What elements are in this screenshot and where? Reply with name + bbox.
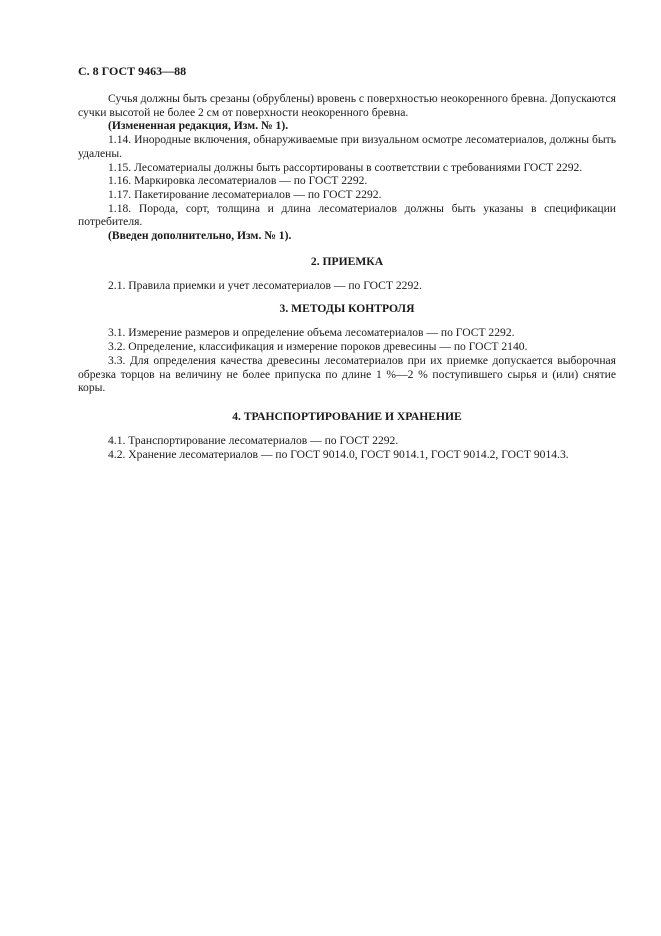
- clause-1-14: 1.14. Инородные включения, обнаруживаемые при визуальном осмотре лесоматериалов, должны быть удалены.: [78, 133, 616, 160]
- document-page: [78, 64, 616, 461]
- paragraph-knots: Сучья должны быть срезаны (обрублены) вровень с поверхностью неокоренного бревна. Допускаются сучки высотой не более 2 см от поверхности неокоренного бревна.: [78, 92, 616, 119]
- clause-4-2: 4.2. Хранение лесоматериалов — по ГОСТ 9014.0, ГОСТ 9014.1, ГОСТ 9014.2, ГОСТ 9014.3.: [108, 447, 569, 461]
- clause-3-3: 3.3. Для определения качества древесины лесоматериалов при их приемке допускается выборочная обрезка торцов на величину не более припуска по длине 1 %—2 % поступившего сырья и (или) снятие коры.: [78, 353, 616, 395]
- clause-3-1: 3.1. Измерение размеров и определение объема лесоматериалов — по ГОСТ 2292.: [108, 326, 515, 340]
- clause-1-16: 1.16. Маркировка лесоматериалов — по ГОСТ 2292.: [108, 174, 368, 188]
- clause-2-1: 2.1. Правила приемки и учет лесоматериалов — по ГОСТ 2292.: [108, 278, 422, 292]
- clause-1-17: 1.17. Пакетирование лесоматериалов — по ГОСТ 2292.: [108, 187, 382, 201]
- section-heading-transport-storage: 4. ТРАНСПОРТИРОВАНИЕ И ХРАНЕНИЕ: [232, 409, 462, 423]
- section-heading-acceptance: 2. ПРИЕМКА: [310, 254, 384, 268]
- clause-1-18: 1.18. Порода, сорт, толщина и длина лесоматериалов должны быть указаны в спецификации потребителя.: [78, 201, 616, 229]
- addition-note: (Введен дополнительно, Изм. № 1).: [108, 229, 292, 243]
- clause-1-15: 1.15. Лесоматериалы должны быть рассортированы в соответствии с требованиями ГОСТ 2292.: [108, 160, 583, 174]
- clause-3-2: 3.2. Определение, классификация и измерение пороков древесины — по ГОСТ 2140.: [108, 340, 528, 354]
- section-heading-control-methods: 3. МЕТОДЫ КОНТРОЛЯ: [279, 302, 415, 316]
- page-header: С. 8 ГОСТ 9463—88: [78, 64, 187, 78]
- amendment-note: (Измененная редакция, Изм. № 1).: [108, 119, 289, 133]
- clause-4-1: 4.1. Транспортирование лесоматериалов — по ГОСТ 2292.: [108, 433, 399, 447]
